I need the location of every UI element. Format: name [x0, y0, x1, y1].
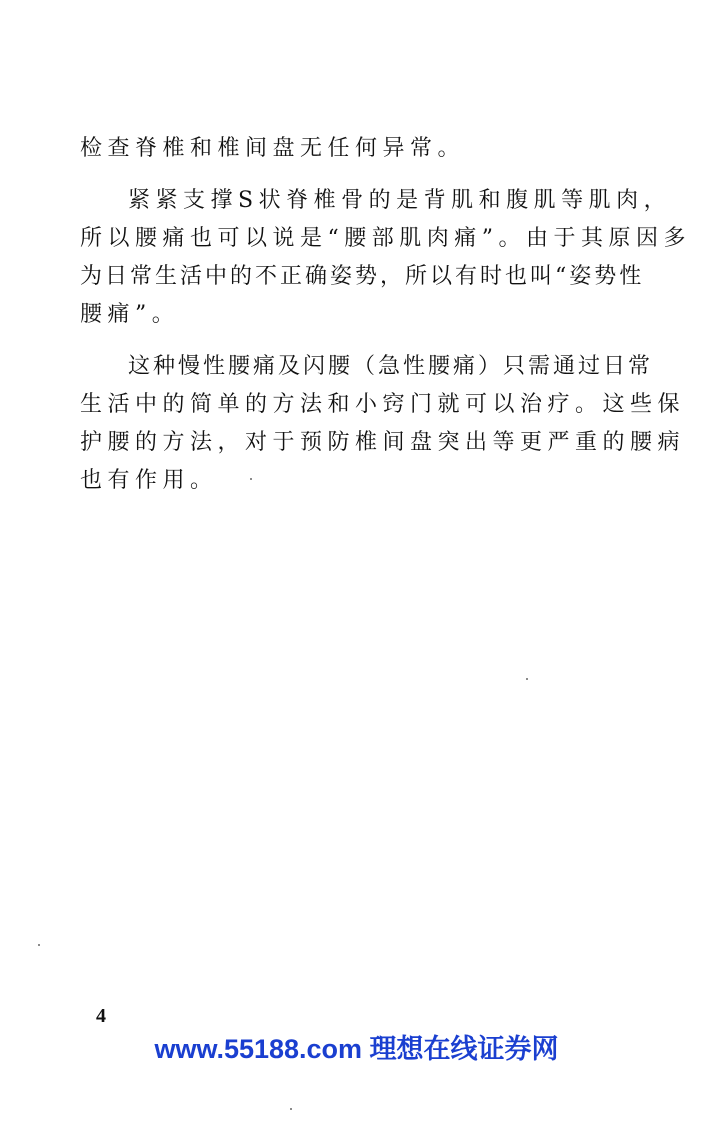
- paragraph-line: 紧紧支撑S状脊椎骨的是背肌和腹肌等肌肉，: [128, 188, 672, 213]
- scan-speck: [290, 1108, 292, 1110]
- paragraph-line: 腰痛”。: [80, 302, 180, 327]
- paragraph-line: 这种慢性腰痛及闪腰（急性腰痛）只需通过日常: [128, 354, 654, 379]
- body-text: [80, 130, 691, 500]
- paragraph-line: 为日常生活中的不正确姿势，所以有时也叫“姿势性: [80, 264, 645, 289]
- paragraph-line: 也有作用。: [80, 468, 218, 493]
- page-number: 4: [96, 1005, 106, 1027]
- paragraph-line: 生活中的简单的方法和小窍门就可以治疗。这些保: [80, 392, 686, 417]
- paragraph-line: 护腰的方法，对于预防椎间盘突出等更严重的腰病: [80, 430, 686, 455]
- paragraph-line: 所以腰痛也可以说是“腰部肌肉痛”。由于其原因多: [80, 226, 691, 251]
- scan-speck: [526, 678, 528, 680]
- scan-speck: [250, 478, 252, 480]
- paragraph-line: 检查脊椎和椎间盘无任何异常。: [80, 136, 466, 161]
- scan-speck: [38, 944, 40, 946]
- watermark-text: www.55188.com 理想在线证券网: [154, 1034, 559, 1064]
